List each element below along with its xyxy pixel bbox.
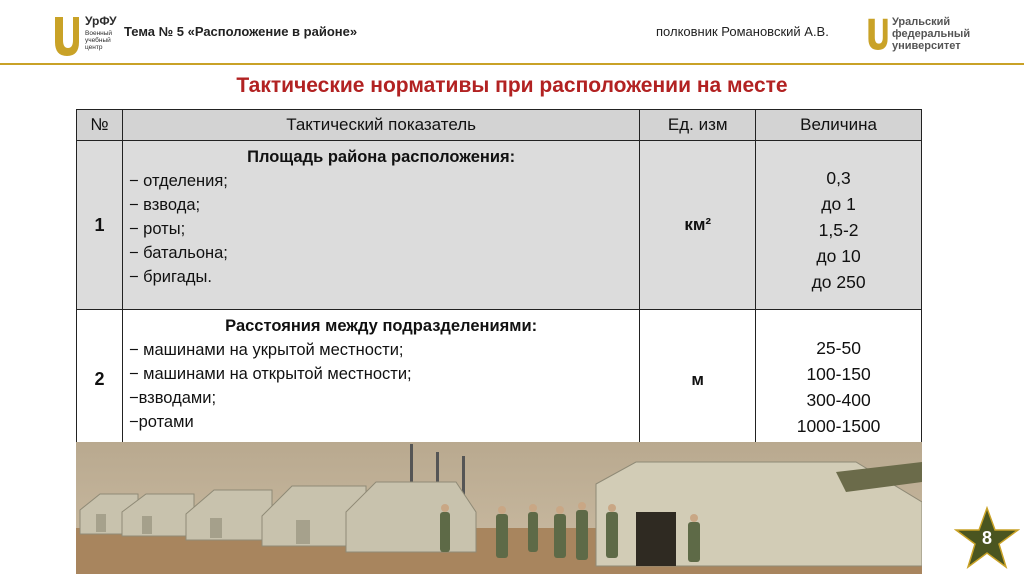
row-values — [756, 141, 922, 310]
university-name-line: федеральный — [892, 28, 971, 40]
slide-title: Тактические нормативы при расположении на месте — [236, 74, 788, 97]
norms-table — [76, 109, 922, 450]
page-number-badge — [954, 506, 1020, 572]
topic-title: Тема № 5 «Расположение в районе» — [124, 24, 358, 39]
value-item: 0,3 — [826, 168, 851, 188]
urfu-u-icon — [866, 14, 890, 54]
author-name: полковник Романовский А.В. — [656, 24, 829, 39]
value-item: 300-400 — [806, 389, 871, 410]
header-unit: Ед. изм — [640, 110, 756, 141]
indicator-heading: Площадь района расположения: — [247, 148, 516, 166]
value-item: до 10 — [816, 246, 861, 266]
indicator-item: −ротами — [128, 413, 194, 431]
header-indicator: Тактический показатель — [122, 110, 639, 141]
right-logo — [866, 14, 996, 60]
value-item: 1,5-2 — [818, 220, 859, 240]
indicator-item: − машинами на укрытой местности; — [128, 341, 404, 359]
university-name-line: Уральский — [892, 16, 951, 28]
value-item: 25-50 — [816, 337, 861, 358]
indicator-item: − роты; — [128, 220, 186, 238]
indicator-item: − бригады. — [128, 268, 212, 286]
university-name — [892, 16, 1002, 52]
header-value: Величина — [756, 110, 922, 141]
left-logo — [52, 14, 122, 60]
indicator-item: − батальона; — [128, 244, 228, 262]
row-indicator — [122, 141, 639, 310]
indicator-item: −взводами; — [128, 389, 217, 407]
left-logo-line: Военный — [85, 30, 113, 37]
left-logo-line: центр — [85, 44, 103, 51]
row-number: 2 — [77, 310, 123, 450]
indicator-heading: Расстояния между подразделениями: — [225, 317, 538, 335]
row-indicator — [122, 310, 639, 450]
indicator-item: − машинами на открытой местности; — [128, 365, 412, 383]
value-item: 100-150 — [806, 363, 871, 384]
left-logo-brand: УрФУ — [85, 14, 117, 28]
row-unit: км² — [640, 141, 756, 310]
value-item: 1000-1500 — [796, 415, 881, 436]
urfu-u-icon — [52, 14, 82, 58]
university-name-line: университет — [892, 40, 961, 52]
indicator-item: − взвода; — [128, 196, 201, 214]
value-item: до 1 — [821, 194, 856, 214]
row-values — [756, 310, 922, 450]
row-unit: м — [640, 310, 756, 450]
table-row — [77, 310, 922, 450]
value-item: до 250 — [811, 272, 866, 292]
table-row — [77, 141, 922, 310]
header-num: № — [77, 110, 123, 141]
page-number: 8 — [981, 528, 992, 548]
tent-camp-photo — [76, 442, 922, 574]
left-logo-line: учебный — [85, 37, 111, 44]
left-logo-subtitle — [85, 30, 125, 51]
table-header-row — [77, 110, 922, 141]
indicator-item: − отделения; — [128, 172, 228, 190]
header-divider — [0, 63, 1024, 65]
row-number: 1 — [77, 141, 123, 310]
